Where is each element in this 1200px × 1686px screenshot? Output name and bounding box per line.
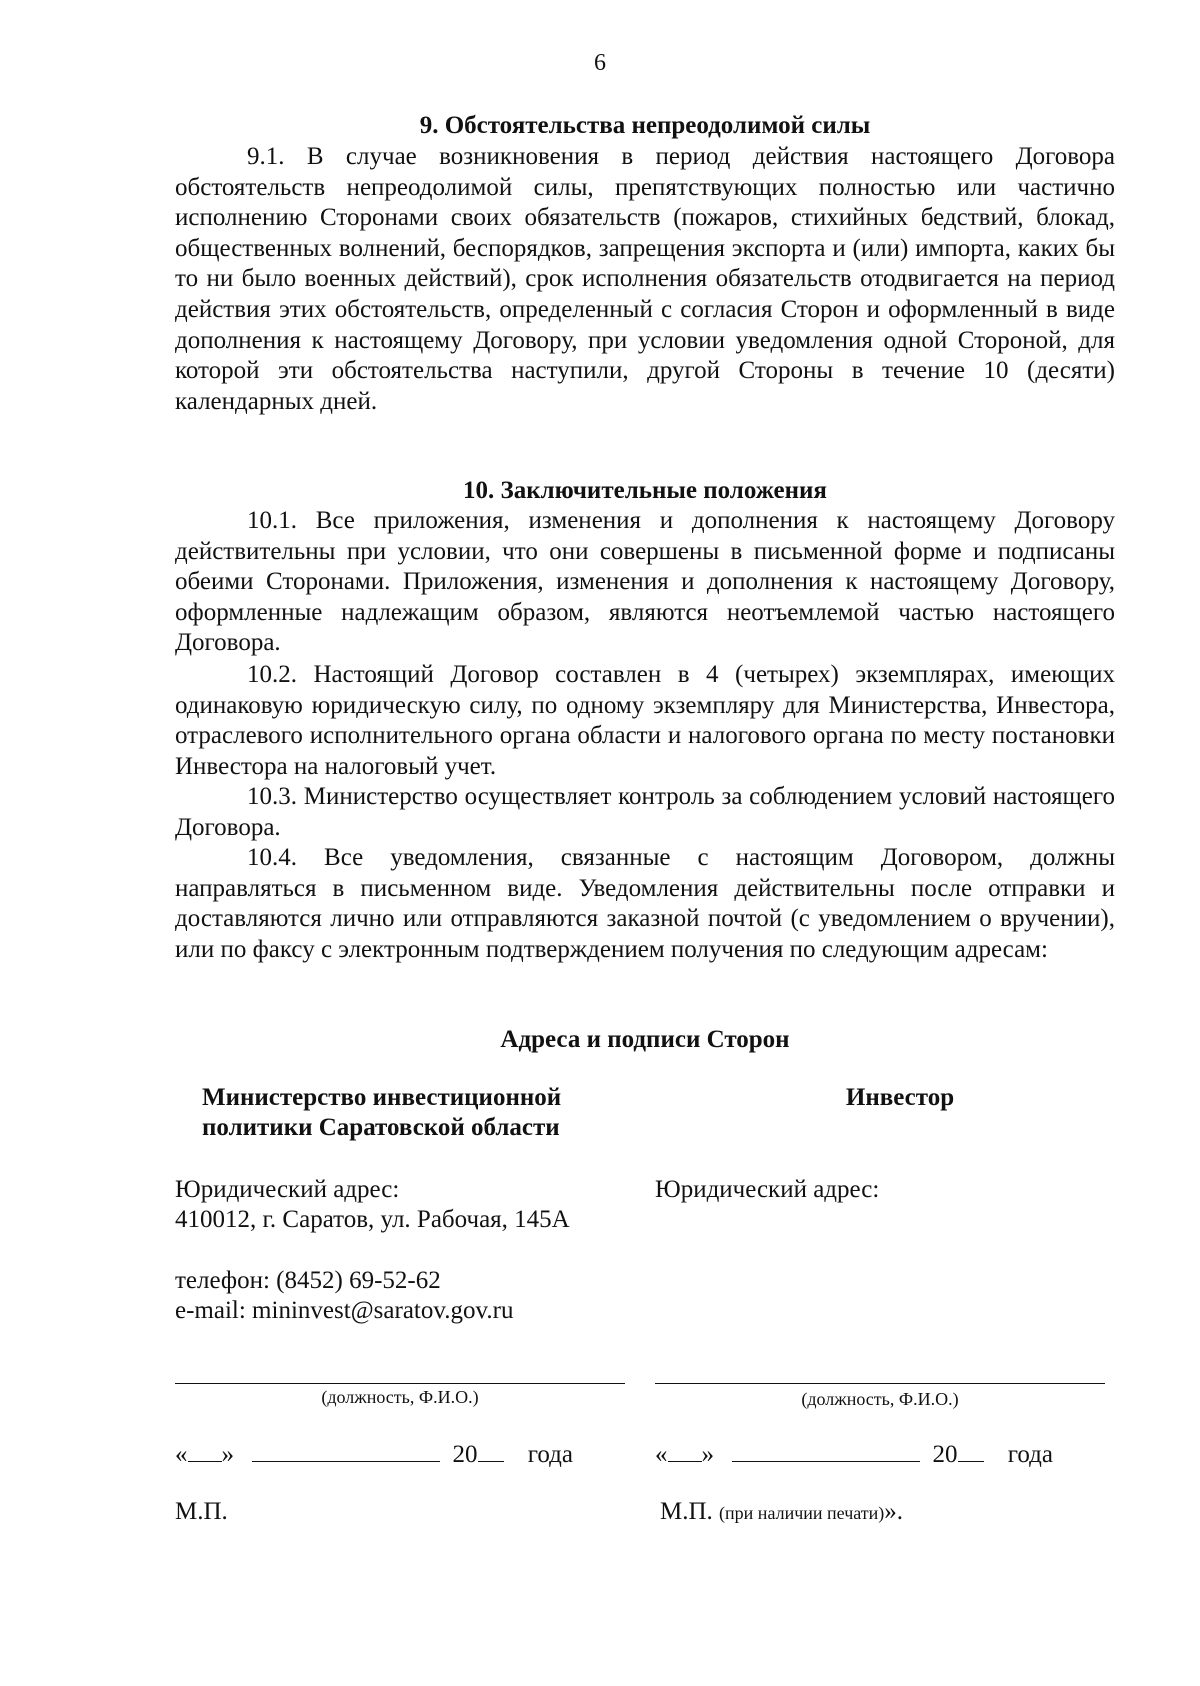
investor-date-open-quote: « xyxy=(655,1441,668,1468)
ministry-date-year-blank xyxy=(478,1437,504,1462)
ministry-title-line1: Министерство инвестиционной xyxy=(202,1084,562,1111)
paragraph-10-2: 10.2. Настоящий Договор составлен в 4 (четырех) экземплярах, имеющих одинаковую юридическую силу, по одному экземпляру для Министерства, Инвестора, отраслевого исполнительного органа области и налогового органа по месту постановки Инвестора на налоговый учет. xyxy=(175,661,1115,780)
investor-date-close-quote: » xyxy=(701,1441,714,1468)
paragraph-10-4: 10.4. Все уведомления, связанные с настоящим Договором, должны направляться в письменном виде. Уведомления действительны после отправки и доставляются лично или отправляются заказной почтой (с уведомлением о вручении), или по факсу с электронным подтверждением получения по следующим адресам: xyxy=(175,844,1115,963)
page-number: 6 xyxy=(594,50,606,76)
ministry-address-value: 410012, г. Саратов, ул. Рабочая, 145А xyxy=(175,1206,570,1233)
investor-address-label: Юридический адрес: xyxy=(655,1176,880,1203)
ministry-address-label: Юридический адрес: xyxy=(175,1176,400,1203)
investor-stamp-note: (при наличии печати) xyxy=(719,1503,885,1523)
investor-stamp-end: ». xyxy=(884,1498,904,1525)
ministry-date-day-blank xyxy=(188,1437,222,1462)
ministry-date-year: 20 xyxy=(452,1441,478,1468)
paragraph-10-3: 10.3. Министерство осуществляет контроль за соблюдением условий настоящего Договора. xyxy=(175,783,1115,841)
investor-title: Инвестор xyxy=(845,1084,955,1111)
ministry-date-suffix: года xyxy=(527,1441,573,1468)
investor-date-year: 20 xyxy=(932,1441,958,1468)
paragraph-9-1: 9.1. В случае возникновения в период действия настоящего Договора обстоятельств непреодолимой силы, препятствующих полностью или частично исполнению Сторонами своих обязательств (пожаров, стихийных бедствий, блокад, общественных волнений, беспорядков, запрещения экспорта и (или) импорта, каких бы то ни было военных действий), срок исполнения обязательств отодвигается на период действия этих обстоятельств, определенный с согласия Сторон и оформленный в виде дополнения к настоящему Договору, при условии уведомления одной Стороной, для которой эти обстоятельства наступили, другой Стороны в течение 10 (десяти) календарных дней. xyxy=(175,143,1115,415)
ministry-email: e-mail: mininvest@saratov.gov.ru xyxy=(175,1297,514,1324)
investor-stamp-label: М.П. xyxy=(660,1498,713,1525)
investor-stamp-place xyxy=(660,1497,903,1528)
ministry-signature-line xyxy=(175,1383,625,1384)
ministry-date-row xyxy=(175,1437,635,1469)
section-10-heading: 10. Заключительные положения xyxy=(463,477,827,504)
investor-date-month-blank xyxy=(732,1437,920,1462)
ministry-date-close-quote: » xyxy=(221,1441,234,1468)
investor-date-row xyxy=(655,1437,1115,1469)
ministry-signature-caption: (должность, Ф.И.О.) xyxy=(321,1387,479,1407)
ministry-title xyxy=(202,1083,662,1143)
investor-date-day-blank xyxy=(668,1437,702,1462)
ministry-date-month-blank xyxy=(252,1437,440,1462)
ministry-phone: телефон: (8452) 69-52-62 xyxy=(175,1267,441,1294)
section-9-heading: 9. Обстоятельства непреодолимой силы xyxy=(419,112,871,139)
ministry-date-open-quote: « xyxy=(175,1441,188,1468)
ministry-stamp-place: М.П. xyxy=(175,1498,228,1525)
investor-signature-caption: (должность, Ф.И.О.) xyxy=(801,1389,959,1409)
ministry-title-line2: политики Саратовской области xyxy=(202,1114,560,1141)
investor-date-year-blank xyxy=(958,1437,984,1462)
investor-date-suffix: года xyxy=(1007,1441,1053,1468)
paragraph-10-1: 10.1. Все приложения, изменения и дополнения к настоящему Договору действительны при условии, что они совершены в письменной форме и подписаны обеими Сторонами. Приложения, изменения и дополнения к настоящему Договору, оформленные надлежащим образом, являются неотъемлемой частью настоящего Договора. xyxy=(175,507,1115,657)
signatures-heading: Адреса и подписи Сторон xyxy=(500,1026,790,1053)
investor-signature-line xyxy=(655,1383,1105,1384)
